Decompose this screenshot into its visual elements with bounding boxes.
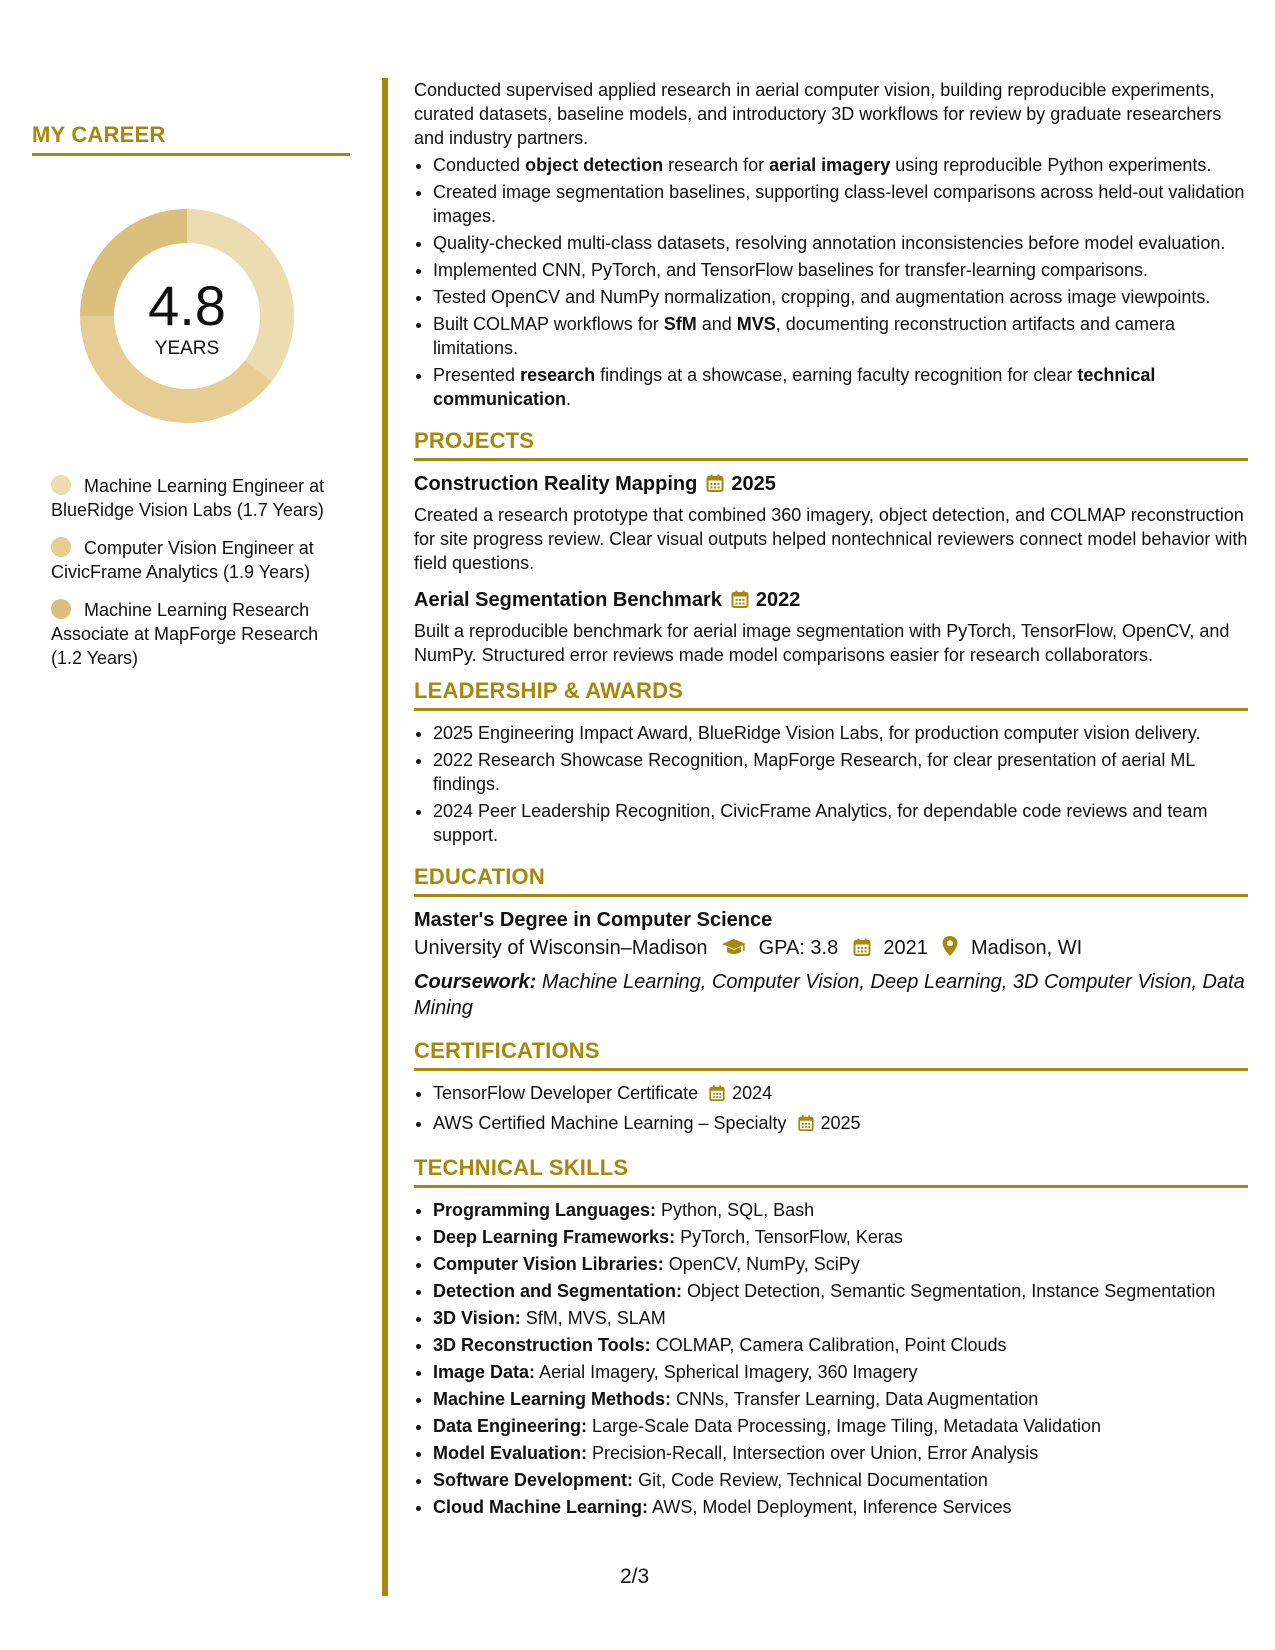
legend-label: Computer Vision Engineer at CivicFrame Analytics (1.9 Years) [51, 538, 314, 582]
experience-bullet [433, 258, 1248, 282]
skill-category: Machine Learning Methods: [433, 1389, 672, 1409]
project-header [414, 471, 1248, 500]
bold-text: technical communication [433, 365, 1156, 409]
certification-item [433, 1111, 1248, 1138]
experience-bullet [433, 153, 1248, 177]
certification-name: TensorFlow Developer Certificate [433, 1083, 699, 1103]
project-header [414, 587, 1248, 616]
bullet-text: Quality-checked multi-class datasets, resolving annotation inconsistencies before model evaluation. [433, 233, 1226, 253]
experience-bullet [433, 180, 1248, 228]
education-title: EDUCATION [414, 865, 1248, 897]
bullet-text: and [696, 314, 737, 334]
experience-bullet [433, 312, 1248, 360]
experience-bullet [433, 285, 1248, 309]
certifications-list [414, 1081, 1248, 1138]
gpa: GPA: 3.8 [758, 937, 839, 959]
calendar-icon [797, 1114, 815, 1138]
skill-values: Python, SQL, Bash [661, 1200, 815, 1220]
project-year: 2025 [731, 473, 776, 495]
career-sidebar [32, 122, 350, 684]
awards-title: LEADERSHIP & AWARDS [414, 679, 1248, 711]
certification-name: AWS Certified Machine Learning – Specialty [433, 1113, 787, 1133]
bold-text: object detection [525, 155, 664, 175]
skill-category: Data Engineering: [433, 1416, 588, 1436]
legend-dot [51, 599, 71, 619]
legend-label: Machine Learning Engineer at BlueRidge Vision Labs (1.7 Years) [51, 476, 325, 520]
bullet-text: Presented [433, 365, 521, 385]
skill-category: Detection and Segmentation: [433, 1281, 683, 1301]
bullet-text: Implemented CNN, PyTorch, and TensorFlow baselines for transfer-learning comparisons. [433, 260, 1148, 280]
career-total-years: 4.8 [148, 274, 226, 337]
education-details [414, 933, 1248, 966]
bullet-text: Tested OpenCV and NumPy normalization, cropping, and augmentation across image viewpoints. [433, 287, 1211, 307]
projects-list [414, 471, 1248, 667]
legend-dot [51, 475, 71, 495]
degree-title: Master's Degree in Computer Science [414, 909, 773, 931]
page-number: 2/3 [620, 1565, 650, 1588]
career-donut-chart [67, 196, 307, 436]
project-description: Built a reproducible benchmark for aerial image segmentation with PyTorch, TensorFlow, OpenCV, and NumPy. Structured error reviews made model comparisons easier for research collaborators. [414, 621, 1230, 665]
skills-section [414, 1156, 1248, 1519]
skill-item [433, 1441, 1248, 1465]
skills-list [414, 1198, 1248, 1519]
projects-section [414, 429, 1248, 667]
education-section [414, 865, 1248, 1021]
bullet-text: . [566, 389, 572, 409]
legend-dot [51, 537, 71, 557]
career-legend [51, 474, 331, 670]
experience-bullet [433, 363, 1248, 411]
skill-item [433, 1225, 1248, 1249]
donut-center [67, 196, 307, 436]
legend-item [51, 474, 331, 522]
skill-category: 3D Reconstruction Tools: [433, 1335, 651, 1355]
skill-category: Deep Learning Frameworks: [433, 1227, 676, 1247]
skill-category: Model Evaluation: [433, 1443, 588, 1463]
project-name: Aerial Segmentation Benchmark [414, 589, 722, 611]
certification-year: 2025 [820, 1113, 861, 1133]
project-item [414, 587, 1248, 667]
skill-category: Image Data: [433, 1362, 536, 1382]
skill-category: 3D Vision: [433, 1308, 521, 1328]
coursework-list: Machine Learning, Computer Vision, Deep Learning, 3D Computer Vision, Data Mining [414, 971, 1245, 1019]
skill-values: PyTorch, TensorFlow, Keras [680, 1227, 903, 1247]
skill-values: SfM, MVS, SLAM [525, 1308, 666, 1328]
award-item: • 2025 Engineering Impact Award, BlueRidge Vision Labs, for production computer vision delivery. [433, 721, 1248, 745]
bold-text: MVS [736, 314, 776, 334]
bullet-text: using reproducible Python experiments. [890, 155, 1212, 175]
skill-values: CNNs, Transfer Learning, Data Augmentation [676, 1389, 1039, 1409]
skill-values: Git, Code Review, Technical Documentation [638, 1470, 988, 1490]
certification-year: 2024 [732, 1083, 773, 1103]
legend-item [51, 536, 331, 584]
awards-list [414, 721, 1248, 847]
project-name: Construction Reality Mapping [414, 473, 698, 495]
skill-category: Cloud Machine Learning: [433, 1497, 649, 1517]
school-location: Madison, WI [970, 937, 1083, 959]
experience-bullets [414, 153, 1248, 411]
calendar-icon [852, 936, 872, 966]
skill-category: Programming Languages: [433, 1200, 657, 1220]
skills-title: TECHNICAL SKILLS [414, 1156, 1248, 1188]
skill-item [433, 1252, 1248, 1276]
skill-values: Precision-Recall, Intersection over Union, Error Analysis [592, 1443, 1039, 1463]
projects-title: PROJECTS [414, 429, 1248, 461]
project-item [414, 471, 1248, 575]
project-year: 2022 [755, 589, 801, 611]
award-item: • 2024 Peer Leadership Recognition, CivicFrame Analytics, for dependable code reviews and team support. [433, 799, 1248, 847]
skill-values: Object Detection, Semantic Segmentation, Instance Segmentation [687, 1281, 1216, 1301]
bullet-text: Created image segmentation baselines, supporting class-level comparisons across held-out validation images. [433, 182, 1245, 226]
skill-values: Aerial Imagery, Spherical Imagery, 360 Imagery [539, 1362, 918, 1382]
coursework [414, 969, 1248, 1021]
skill-item [433, 1279, 1248, 1303]
experience-summary: Conducted supervised applied research in aerial computer vision, building reproducible experiments, curated datasets, baseline models, and introductory 3D workflows for review by graduate researchers and industry partners. [414, 80, 1222, 148]
bold-text: SfM [663, 314, 697, 334]
skill-item [433, 1198, 1248, 1222]
graduation-cap-icon [721, 936, 747, 966]
main-content [414, 78, 1248, 1522]
calendar-icon [730, 589, 750, 616]
coursework-label: Coursework: [414, 971, 537, 993]
graduation-year: 2021 [883, 937, 928, 959]
column-divider [382, 78, 388, 1596]
legend-label: Machine Learning Research Associate at MapForge Research (1.2 Years) [51, 600, 319, 668]
certifications-title: CERTIFICATIONS [414, 1039, 1248, 1071]
skill-category: Computer Vision Libraries: [433, 1254, 664, 1274]
skill-values: Large-Scale Data Processing, Image Tiling, Metadata Validation [592, 1416, 1101, 1436]
skill-item [433, 1495, 1248, 1519]
bullet-text: Built COLMAP workflows for [433, 314, 664, 334]
bullet-text: findings at a showcase, earning faculty recognition for clear [595, 365, 1078, 385]
skill-item [433, 1360, 1248, 1384]
career-years-unit: YEARS [154, 338, 220, 359]
calendar-icon [705, 473, 725, 500]
bold-text: aerial imagery [769, 155, 891, 175]
skill-category: Software Development: [433, 1470, 634, 1490]
calendar-icon [708, 1084, 726, 1108]
location-pin-icon [941, 935, 959, 966]
bold-text: research [520, 365, 596, 385]
project-description: Created a research prototype that combined 360 imagery, object detection, and COLMAP reconstruction for site progress review. Clear visual outputs helped nontechnical reviewers connect model behavior with field questions. [414, 505, 1248, 573]
skill-item [433, 1333, 1248, 1357]
bullet-text: research for [663, 155, 770, 175]
skill-item [433, 1468, 1248, 1492]
skill-item [433, 1414, 1248, 1438]
legend-item [51, 598, 331, 670]
skill-item [433, 1387, 1248, 1411]
certification-item [433, 1081, 1248, 1108]
skill-item [433, 1306, 1248, 1330]
award-item: • 2022 Research Showcase Recognition, MapForge Research, for clear presentation of aerial ML findings. [433, 748, 1248, 796]
experience-bullet [433, 231, 1248, 255]
awards-section [414, 679, 1248, 847]
skill-values: AWS, Model Deployment, Inference Services [652, 1497, 1012, 1517]
bullet-text: , documenting reconstruction artifacts and camera limitations. [433, 314, 1175, 358]
school-name: University of Wisconsin–Madison [414, 937, 708, 959]
skill-values: COLMAP, Camera Calibration, Point Clouds [655, 1335, 1007, 1355]
career-title: MY CAREER [32, 122, 350, 156]
skill-values: OpenCV, NumPy, SciPy [668, 1254, 860, 1274]
certifications-section [414, 1039, 1248, 1138]
bullet-text: Conducted [433, 155, 526, 175]
